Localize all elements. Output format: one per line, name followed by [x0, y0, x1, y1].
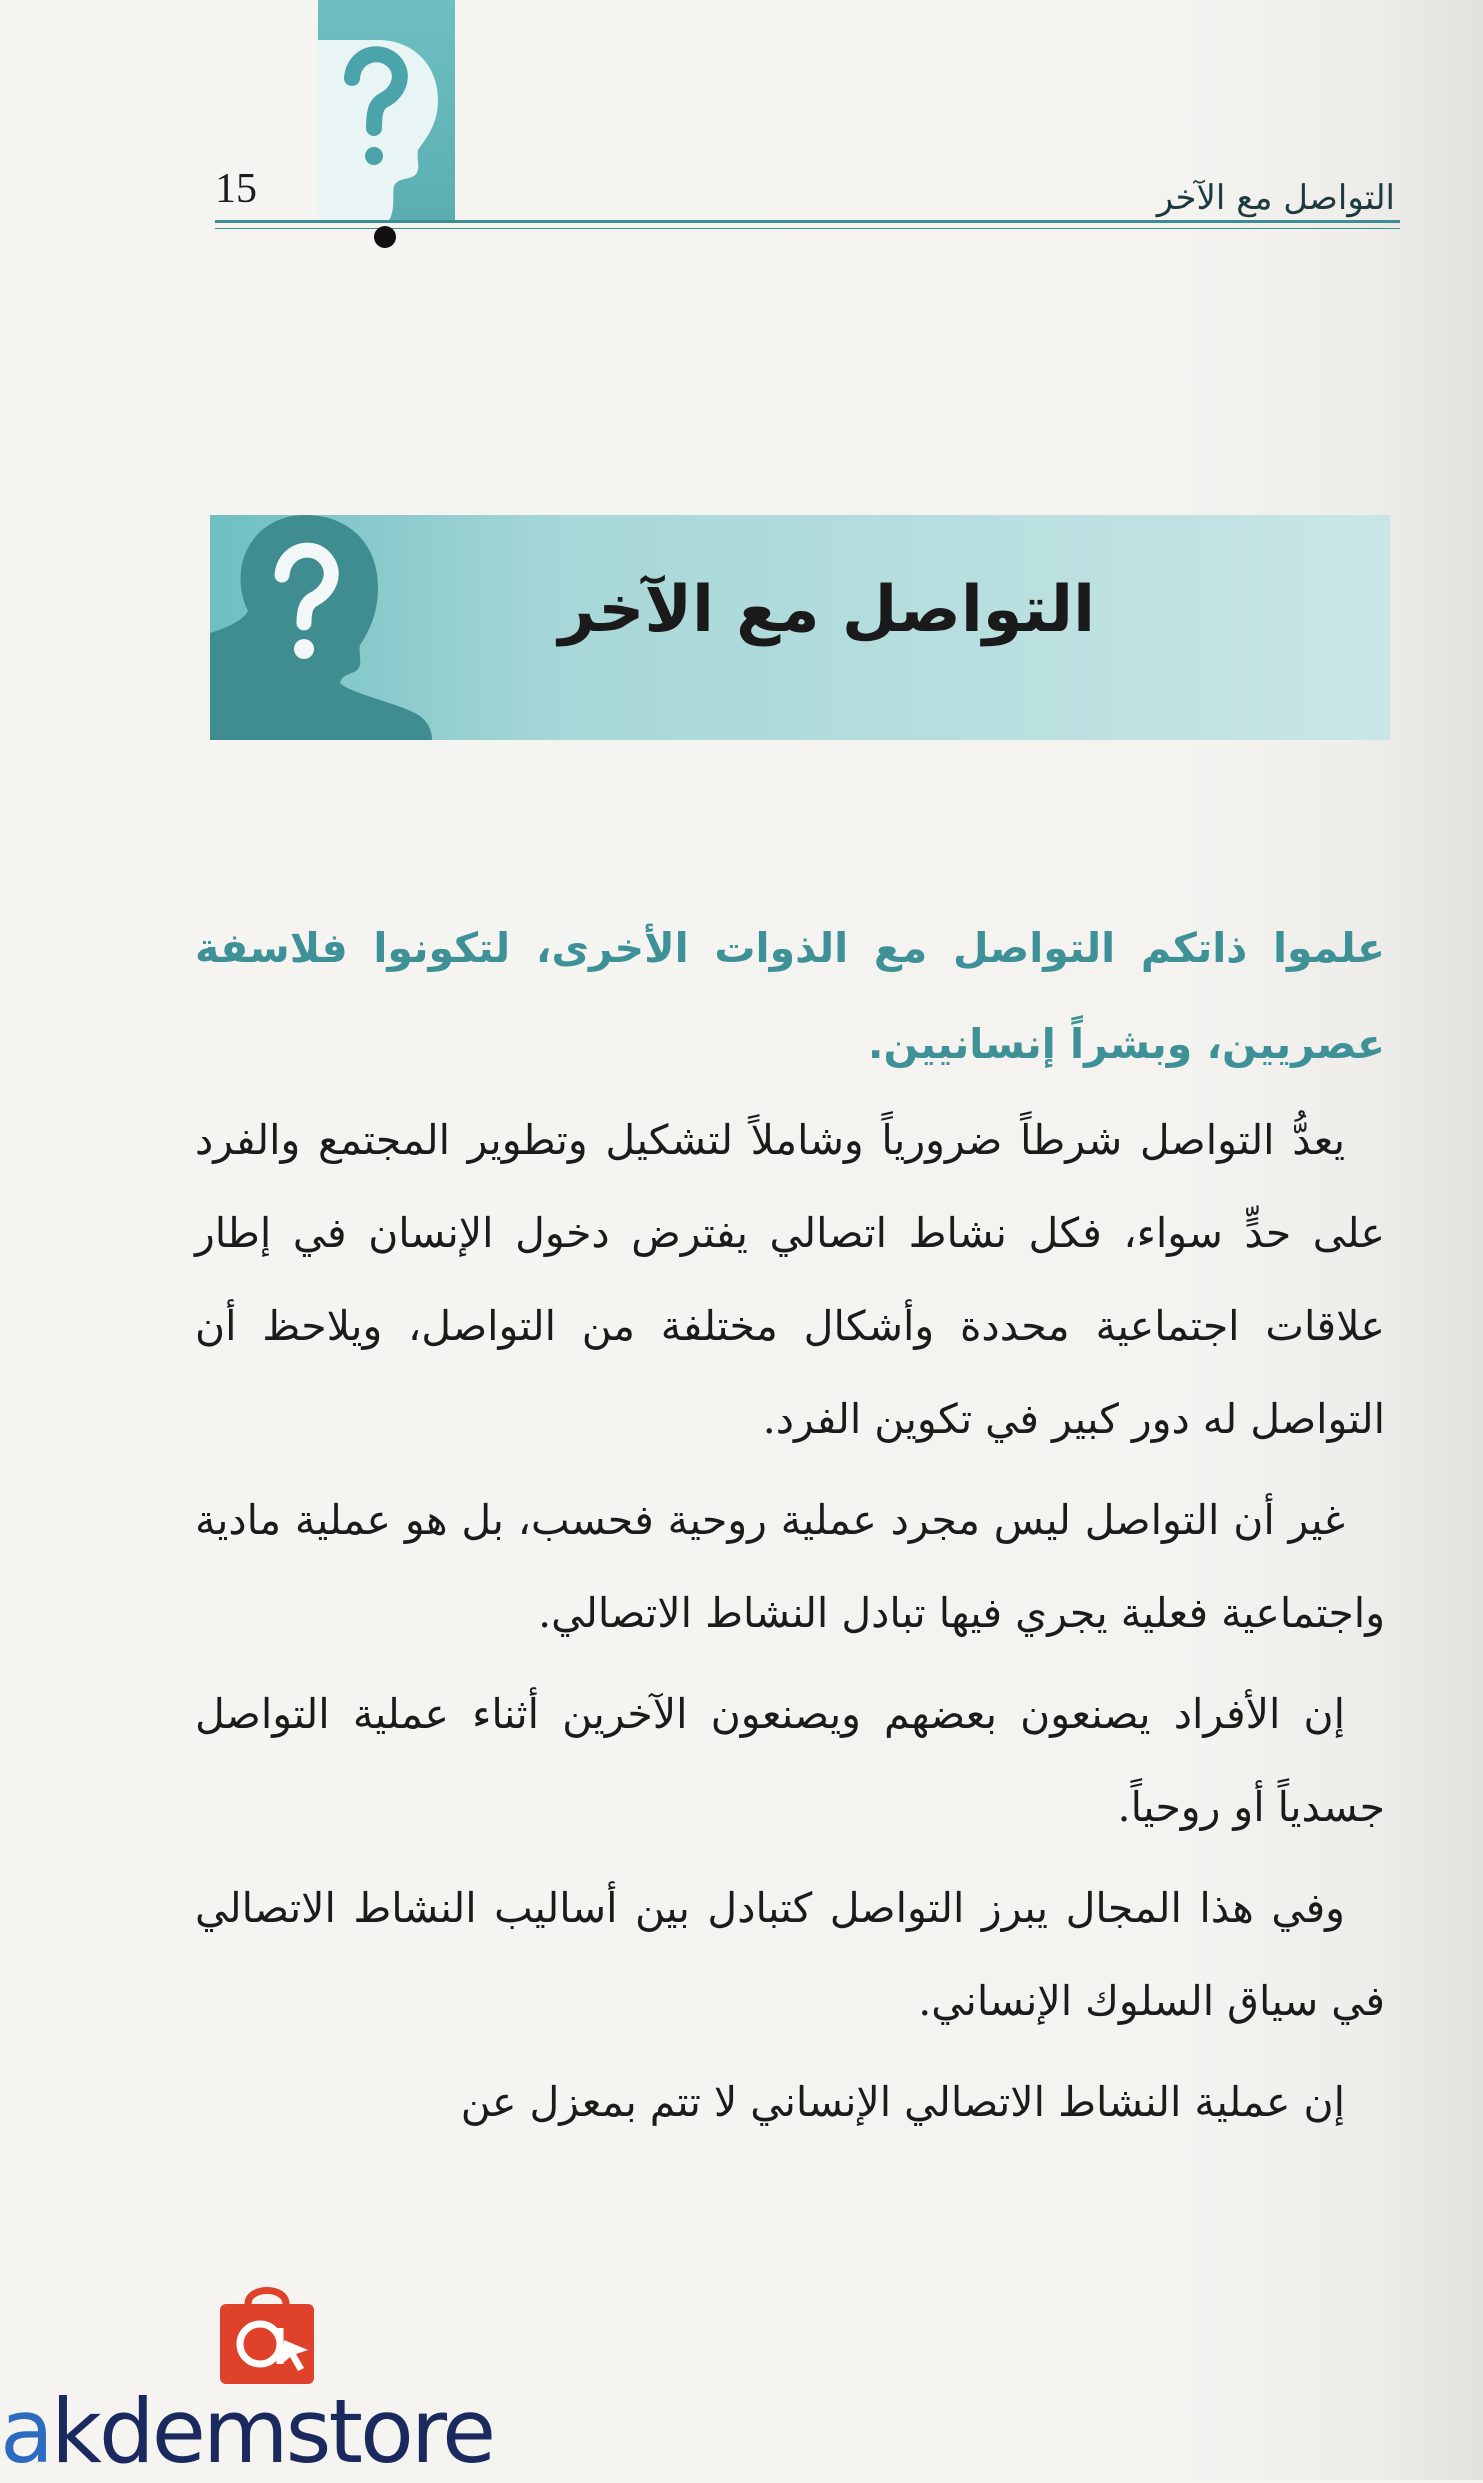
brand-name: kdemstore: [50, 2380, 494, 2483]
chapter-banner: [210, 515, 1390, 740]
shopping-bag-icon: [212, 2278, 322, 2392]
lead-quote: علموا ذاتكم التواصل مع الذوات الأخرى، لتكونوا فلاسفة عصريين، وبشراً إنسانيين.: [195, 924, 1385, 1068]
chapter-title: التواصل مع الآخر: [558, 573, 1095, 647]
running-title: التواصل مع الآخر: [1156, 178, 1395, 218]
paragraph: إن عملية النشاط الاتصالي الإنساني لا تتم بمعزل عن: [460, 2078, 1345, 2126]
paragraph: غير أن التواصل ليس مجرد عملية روحية فحسب، بل هو عملية مادية واجتماعية فعلية يجري فيها تبادل النشاط الاتصالي.: [195, 1496, 1385, 1637]
paragraph: وفي هذا المجال يبرز التواصل كتبادل بين أساليب النشاط الاتصالي في سياق السلوك الإنساني.: [195, 1884, 1385, 2025]
watermark-brand: [0, 2380, 493, 2483]
body-text: [195, 900, 1385, 2157]
paragraph: يعدُّ التواصل شرطاً ضرورياً وشاملاً لتشكيل وتطوير المجتمع والفرد على حدٍّ سواء، فكل نشاط اتصالي يفترض دخول الإنسان في إطار علاقات اجتماعية محددة وأشكال مختلفة من التواصل، ويلاحظ أن التواصل له دور كبير في تكوين الفرد.: [195, 1116, 1385, 1443]
brand-mark: a: [0, 2380, 51, 2483]
person-question-icon: [210, 515, 450, 740]
page-number: 15: [215, 166, 257, 212]
header-rule: [215, 220, 1400, 223]
header-tab: [318, 0, 455, 222]
rule-dot: [374, 226, 396, 248]
paragraph: إن الأفراد يصنعون بعضهم ويصنعون الآخرين أثناء عملية التواصل جسدياً أو روحياً.: [195, 1690, 1385, 1831]
head-question-icon: [318, 0, 455, 222]
